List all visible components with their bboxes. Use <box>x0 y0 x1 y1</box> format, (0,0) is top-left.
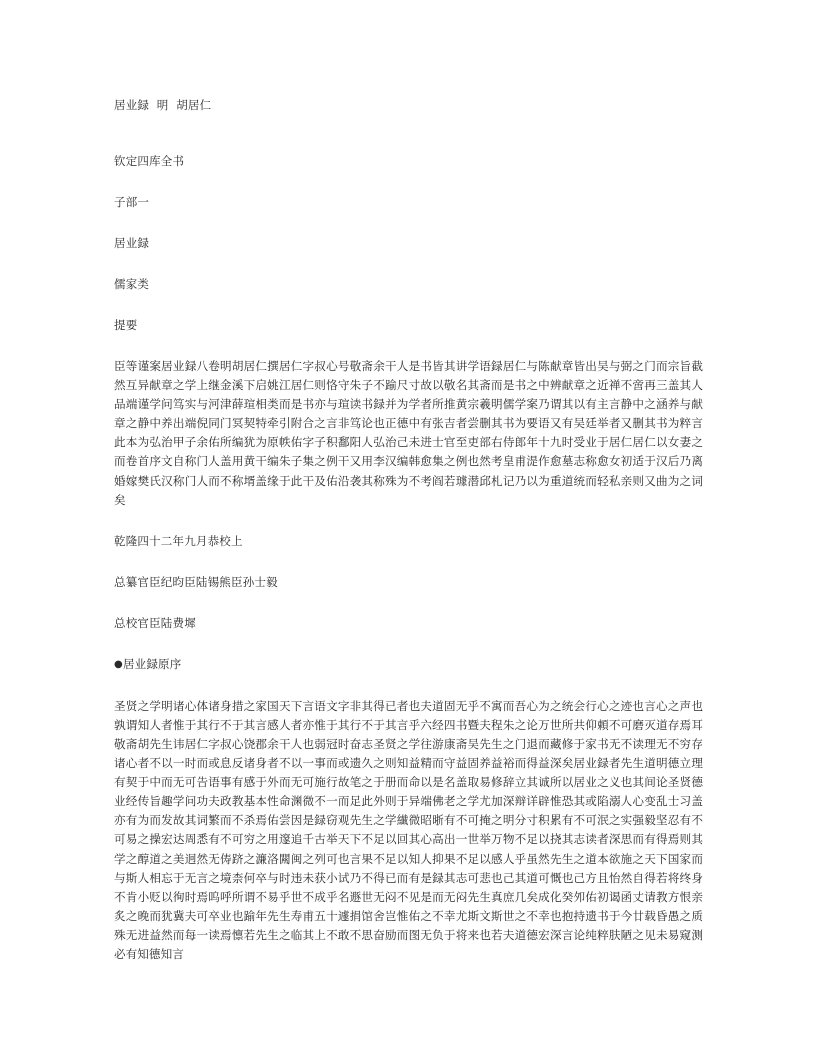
date-line: 乾隆四十二年九月恭校上 <box>114 533 243 548</box>
preface-paragraph: 圣贤之学明诸心体诸身措之家国天下言语文字非其得已者也夫道固无乎不寓而吾心为之统会行心之迹也言心之声也孰谓知人者惟于其行不于其言感人者亦惟于其行不于其言乎六经四书暨夫程朱之论万世所共仰頼不可磨灭道存焉耳敬斋胡先生讳居仁字叔心饶郡余干人也弱冠时奋志圣贤之学往游康斋吴先生之门退而藏修于家书无不读理无不穷存诸心者不以一时而或息反诸身者不以一事而或遗久之则知益精而守益固养益裕而得益深矣居业録者先生道明德立理有契于中而无可告语事有感于外而无可施行故笔之于册而命以是名盖取易修辞立其诚所以居业之义也其间论圣贤德业经传旨趣学问功夫政教基本性命渊微不一而足此外则于异端佛老之学尤加深辩详辟惟恐其或陷溺人心变乱士习盖亦有为而发故其词繁而不杀焉佑尝因是録窃观先生之学纎微昭晣有不可掩之明分寸积累有不可泯之实强毅坚忍有不可易之操宏达周悉有不可穷之用邃追千古举天下不足以回其心高出一世举万物不足以挠其志读者深思而有得焉则其学之醇道之美迥然无俦跻之濂洛闗闽之列可也言果不足以知人抑果不足以感人乎虽然先生之道本欲施之天下国家而与斯人相忘于无言之境柰何卒与时违未获小试乃不得已而有是録其志可悲也己其道可慨也己方且怡然自得若将终身不肯小贬以徇时焉呜呼所谓不易乎世不成乎名遯世无闷不见是而无闷先生真庶几矣成化癸夘佑初谒函丈请教方恨亲炙之晚而犹冀夫可卒业也踰年先生寿甫五十遽捐馆舍岂惟佑之不幸尤斯文斯世之不幸也抱持遗书于今廿载昏愚之质殊无进益然而每一读焉懔若先生之临其上不敢不思奋励而图无负于将来也若夫道德宏深言论纯粹肤陋之见未易窥测必有知德知言 <box>114 698 703 961</box>
chief-proofreader-line: 总校官臣陆费墀 <box>114 615 196 630</box>
abstract-label: 提要 <box>114 318 138 332</box>
bullet-icon: ● <box>114 658 123 670</box>
chief-editors-line: 总纂官臣纪昀臣陆锡熊臣孙士毅 <box>114 574 278 589</box>
document-header-title: 居业録 明 胡居仁 <box>114 98 212 112</box>
abstract-paragraph: 臣等谨案居业録八卷明胡居仁撰居仁字叔心号敬斋余干人是书皆其讲学语録居仁与陈献章皆出吴与弼之门而宗旨截然互异献章之学上继金溪下启姚江居仁则恪守朱子不踰尺寸故以敬名其斋而是书之中辨献章之近禅不啻再三盖其人品端谨学问笃实与河津薛瑄相类而是书亦与瑄读书録并为学者所推黄宗羲明儒学案乃谓其以有主言静中之涵养与献章之静中养出端倪同门冥契特牵引附合之言非笃论也正德中有张吉者尝删其书为要语又有吴廷举者又删其书为粹言此本为弘治甲子余佑所编犹为原帙佑字子积鄱阳人弘治己未进士官至吏部右侍郎年十九时受业于居仁居仁以女妻之而卷首序文自称门人盖用黄干编朱子集之例干又用李汉编韩愈集之例也然考皇甫湜作愈墓志称愈女初适于汉后乃离婚嫁樊氏汉称门人而不称壻盖缘于此干及佑沿袭其称殊为不考阎若璩潜邱札记乃以为重道统而轻私亲则又曲为之词矣 <box>114 359 703 507</box>
collection-title: 钦定四库全书 <box>114 154 185 168</box>
category-label: 儒家类 <box>114 277 150 291</box>
preface-heading-label: 居业録原序 <box>122 656 182 671</box>
preface-heading <box>114 655 703 674</box>
section-label: 子部一 <box>114 195 150 209</box>
work-title: 居业録 <box>114 236 150 250</box>
